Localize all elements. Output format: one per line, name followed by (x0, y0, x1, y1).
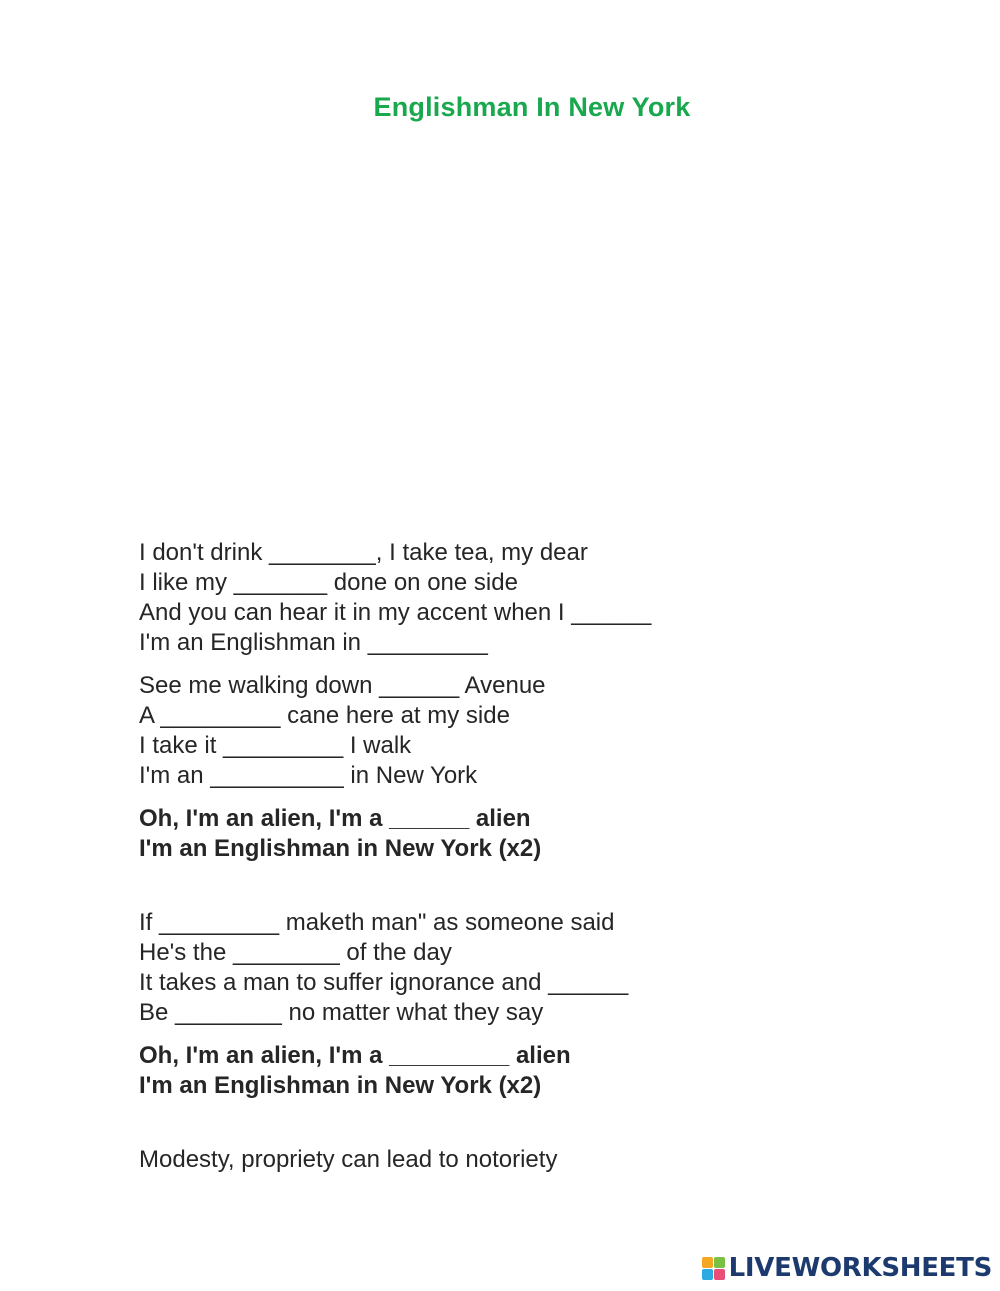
worksheet-title: Englishman In New York (373, 92, 691, 122)
lyric-line: If _________ maketh man" as someone said (139, 909, 615, 936)
lyric-line: I like my _______ done on one side (139, 569, 518, 596)
lyric-line: He's the ________ of the day (139, 939, 452, 966)
lyric-line: A _________ cane here at my side (139, 702, 510, 729)
logo-square (702, 1269, 713, 1280)
chorus-line: Oh, I'm an alien, I'm a ______ alien (139, 805, 531, 832)
lyric-line: Modesty, propriety can lead to notoriety (139, 1146, 558, 1173)
verse-stanza (139, 1145, 899, 1175)
logo-square (714, 1257, 725, 1268)
lyric-line: Be ________ no matter what they say (139, 999, 544, 1026)
chorus-line: I'm an Englishman in New York (x2) (139, 1072, 542, 1099)
verse-stanza (139, 671, 899, 791)
chorus-stanza (139, 804, 899, 864)
logo-square (702, 1257, 713, 1268)
lyric-line: And you can hear it in my accent when I ______ (139, 599, 652, 626)
verse-stanza (139, 538, 899, 658)
liveworksheets-brand (702, 1253, 992, 1283)
lyrics-body (139, 538, 899, 1175)
verse-stanza (139, 908, 899, 1028)
lyric-line: I don't drink ________, I take tea, my dear (139, 539, 588, 566)
lyric-line: I take it _________ I walk (139, 732, 412, 759)
lyric-line: It takes a man to suffer ignorance and ______ (139, 969, 629, 996)
lyric-line: See me walking down ______ Avenue (139, 672, 546, 699)
liveworksheets-logo-icon (702, 1257, 725, 1280)
lyric-line: I'm an Englishman in _________ (139, 629, 488, 656)
brand-name: LIVEWORKSHEETS (728, 1253, 992, 1283)
logo-square (714, 1269, 725, 1280)
chorus-line: Oh, I'm an alien, I'm a _________ alien (139, 1042, 571, 1069)
chorus-stanza (139, 1041, 899, 1101)
chorus-line: I'm an Englishman in New York (x2) (139, 835, 542, 862)
lyric-line: I'm an __________ in New York (139, 762, 478, 789)
